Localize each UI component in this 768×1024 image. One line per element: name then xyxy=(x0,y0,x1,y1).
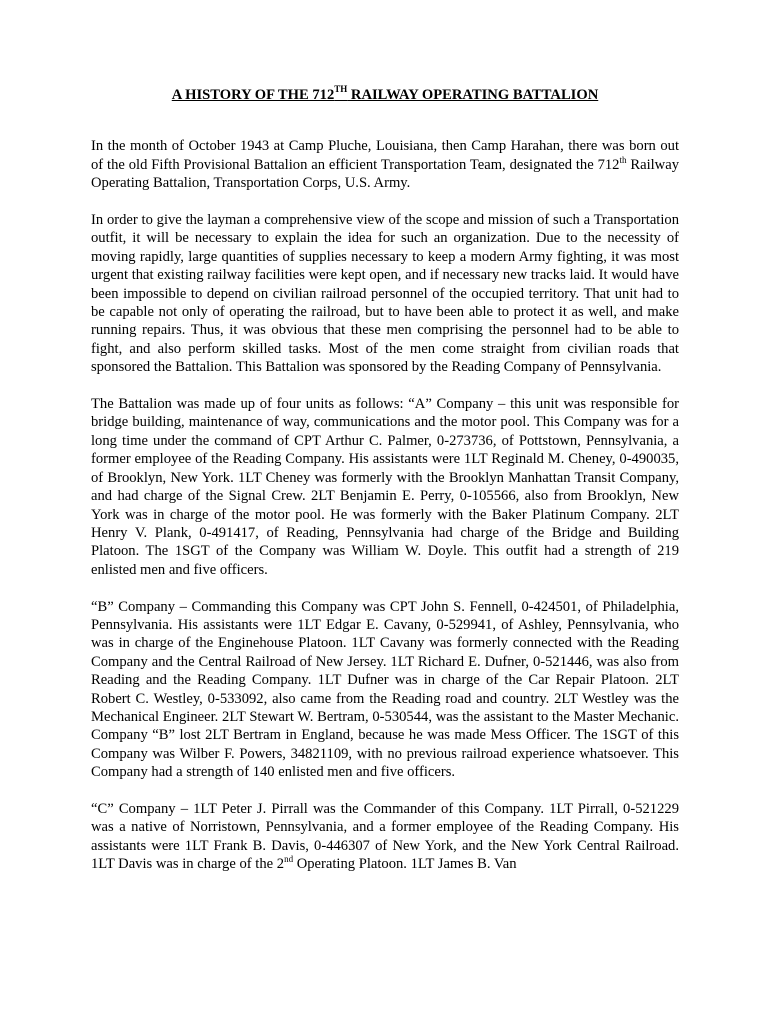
paragraph-text: The Battalion was made up of four units as follows: “A” Company – this unit was responsible for bridge building, maintenance of way, communications and the motor pool. This Company was for a long time under the command of CPT Arthur C. Palmer, 0-273736, of Pottstown, Pennsylvania, a former employee of the Reading Company. His assistants were 1LT Reginald M. Cheney, 0-490035, of Brooklyn, New York. 1LT Cheney was formerly with the Brooklyn Manhattan Transit Company, and had charge of the Signal Crew. 2LT Benjamin E. Perry, 0-105566, also from Brooklyn, New York was in charge of the motor pool. He was formerly with the Baker Platinum Company. 2LT Henry V. Plank, 0-491417, of Reading, Pennsylvania had charge of the Bridge and Building Platoon. The 1SGT of the Company was William W. Doyle. This outfit had a strength of 219 enlisted men and five officers. xyxy=(91,396,679,578)
paragraph-text-end: Railway Operating Battalion, Transportation Corps, U.S. Army. xyxy=(91,156,679,192)
paragraph-intro xyxy=(91,137,679,192)
paragraph-text-end: Operating Platoon. 1LT James B. Van xyxy=(293,856,517,873)
document-title xyxy=(91,86,679,104)
paragraph-mission xyxy=(91,211,679,377)
paragraph-superscript: th xyxy=(619,154,627,165)
paragraph-text: “C” Company – 1LT Peter J. Pirrall was the Commander of this Company. 1LT Pirrall, 0-521229 was a native of Norristown, Pennsylvania, and a former employee of the Reading Company. His assistants were 1LT Frank B. Davis, 0-446307 of New York, and the New York Central Railroad. 1LT Davis was in charge of the 2 xyxy=(91,800,679,873)
paragraph-text: “B” Company – Commanding this Company was CPT John S. Fennell, 0-424501, of Philadelphia, Pennsylvania. His assistants were 1LT Edgar E. Cavany, 0-529941, of Ashley, Pennsylvania, who was in charge of the Enginehouse Platoon. 1LT Cavany was formerly connected with the Reading Company and the Central Railroad of New Jersey. 1LT Richard E. Dufner, 0-521446, was also from Reading and the Reading Company. 1LT Dufner was in charge of the Car Repair Platoon. 2LT Robert C. Westley, 0-533092, also came from the Reading road and country. 2LT Westley was the Mechanical Engineer. 2LT Stewart W. Bertram, 0-530544, was the assistant to the Master Mechanic. Company “B” lost 2LT Bertram in England, because he was made Mess Officer. The 1SGT of this Company was Wilber F. Powers, 34821109, with no previous railroad experience whatsoever. This Company had a strength of 140 enlisted men and five officers. xyxy=(91,598,679,781)
paragraph-company-b xyxy=(91,598,679,782)
paragraph-company-a xyxy=(91,395,679,579)
paragraph-company-c xyxy=(91,800,679,874)
paragraph-superscript: nd xyxy=(284,854,294,865)
title-text: A HISTORY OF THE 712 xyxy=(171,87,335,103)
title-text-end: RAILWAY OPERATING BATTALION xyxy=(347,87,599,103)
paragraph-text: In order to give the layman a comprehensive view of the scope and mission of such a Transportation outfit, it will be necessary to explain the idea for such an organization. Due to the necessity of moving rapidly, large quantities of supplies necessary to keep a modern Army fighting, it was most urgent that existing railway facilities were kept open, and if necessary new tracks laid. It would have been impossible to depend on civilian railroad personnel of the occupied territory. That unit had to be capable not only of operating the railroad, but to have been able to protect it as well, and make running repairs. Thus, it was obvious that these men comprising the personnel had to be able to fight, and also perform skilled tasks. Most of the men come straight from civilian roads that sponsored the Battalion. This Battalion was sponsored by the Reading Company of Pennsylvania. xyxy=(91,212,679,376)
document-page xyxy=(91,86,679,892)
paragraph-text: In the month of October 1943 at Camp Pluche, Louisiana, then Camp Harahan, there was born out of the old Fifth Provisional Battalion an efficient Transportation Team, designated the 712 xyxy=(91,138,679,173)
title-superscript: TH xyxy=(334,84,348,95)
